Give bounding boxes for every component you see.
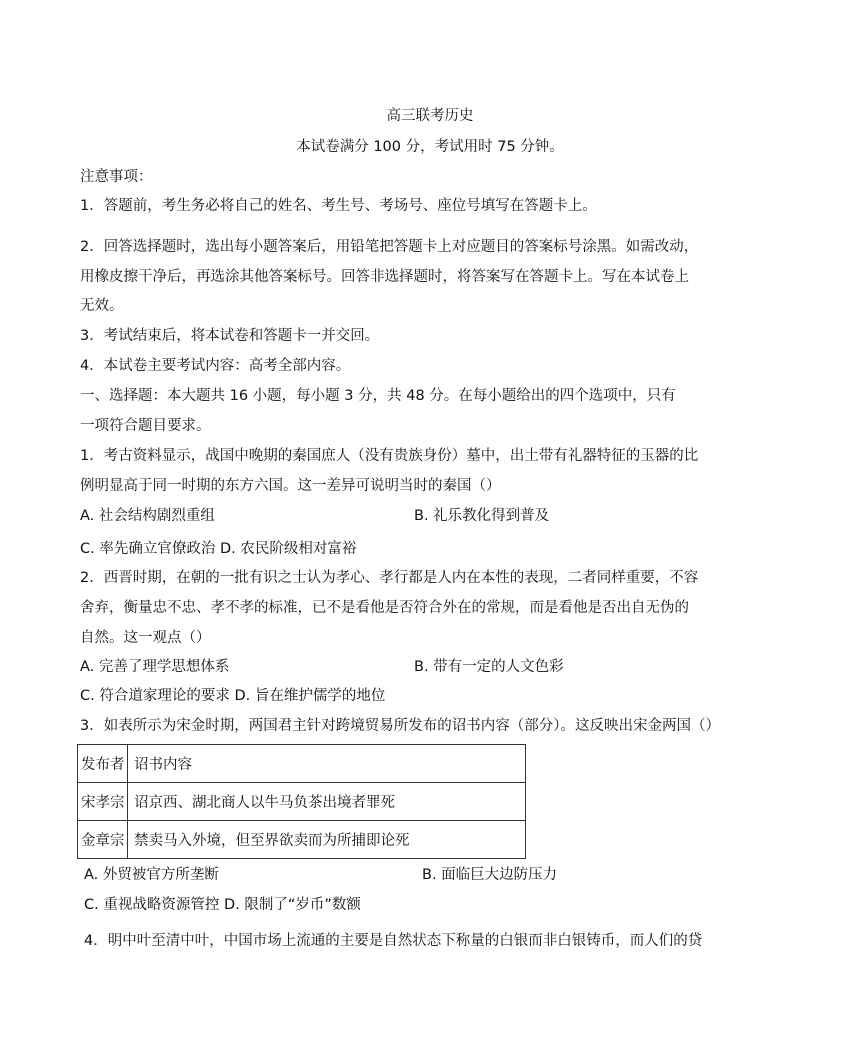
question-1-option-cd: C. 率先确立官僚政治 D. 农民阶级相对富裕: [80, 541, 357, 557]
notice-item: 4．本试卷主要考试内容：高考全部内容。: [80, 358, 351, 374]
table-cell: 诏京西、湖北商人以牛马负茶出境者罪死: [128, 783, 526, 821]
table-row: [78, 783, 526, 821]
table-cell: 金章宗: [78, 821, 128, 859]
question-2-stem: 2．西晋时期，在朝的一批有识之士认为孝心、孝行都是人内在本性的表现，二者同样重要，不容: [80, 570, 699, 586]
question-1-option-b: B. 礼乐教化得到普及: [414, 508, 550, 524]
notice-item: 1．答题前，考生务必将自己的姓名、考生号、考场号、座位号填写在答题卡上。: [80, 198, 597, 214]
table-cell: 禁卖马入外境，但至界欲卖而为所捕即论死: [128, 821, 526, 859]
question-2-option-cd: C. 符合道家理论的要求 D. 旨在维护儒学的地位: [80, 688, 386, 704]
edict-table: [77, 744, 526, 859]
question-2-stem-cont: 舍弃，衡量忠不忠、孝不孝的标准，已不是看他是否符合外在的常规，而是看他是否出自无伪的: [80, 600, 689, 616]
question-3-stem: 3．如表所示为宋金时期，两国君主针对跨境贸易所发布的诏书内容（部分）。这反映出宋金两国（）: [80, 718, 720, 734]
table-row: [78, 745, 526, 783]
question-3-option-b: B. 面临巨大边防压力: [422, 867, 558, 883]
question-2-option-b: B. 带有一定的人文色彩: [414, 659, 564, 675]
table-cell: 宋孝宗: [78, 783, 128, 821]
section-heading: 一、选择题：本大题共 16 小题，每小题 3 分，共 48 分。在每小题给出的四个选项中，只有: [80, 388, 676, 404]
table-cell: 发布者: [78, 745, 128, 783]
notice-item: 无效。: [80, 298, 124, 314]
notice-item: 用橡皮擦干净后，再选涂其他答案标号。回答非选择题时，将答案写在答题卡上。写在本试卷上: [80, 269, 689, 285]
question-2-stem-cont: 自然。这一观点（）: [80, 630, 211, 646]
question-1-option-a: A. 社会结构剧烈重组: [80, 508, 215, 524]
question-3-option-cd: C. 重视战略资源管控 D. 限制了“岁币”数额: [84, 897, 361, 913]
exam-subtitle: 本试卷满分 100 分，考试用时 75 分钟。: [296, 139, 564, 155]
question-1-stem-cont: 例明显高于同一时期的东方六国。这一差异可说明当时的秦国（）: [80, 478, 501, 494]
notice-item: 2．回答选择题时，选出每小题答案后，用铅笔把答题卡上对应题目的答案标号涂黑。如需改动，: [80, 239, 699, 255]
table-row: [78, 821, 526, 859]
section-heading-cont: 一项符合题目要求。: [80, 418, 211, 434]
question-3-option-a: A. 外贸被官方所垄断: [84, 867, 219, 883]
exam-title: 高三联考历史: [386, 108, 474, 124]
notice-item: 3．考试结束后，将本试卷和答题卡一并交回。: [80, 328, 380, 344]
question-1-stem: 1．考古资料显示，战国中晚期的秦国庶人（没有贵族身份）墓中，出土带有礼器特征的玉器的比: [80, 448, 699, 464]
notice-heading: 注意事项：: [80, 169, 153, 185]
question-2-option-a: A. 完善了理学思想体系: [80, 659, 230, 675]
table-cell: 诏书内容: [128, 745, 526, 783]
question-4-stem: 4．明中叶至清中叶，中国市场上流通的主要是自然状态下称量的白银而非白银铸币，而人们的贷: [84, 933, 703, 949]
